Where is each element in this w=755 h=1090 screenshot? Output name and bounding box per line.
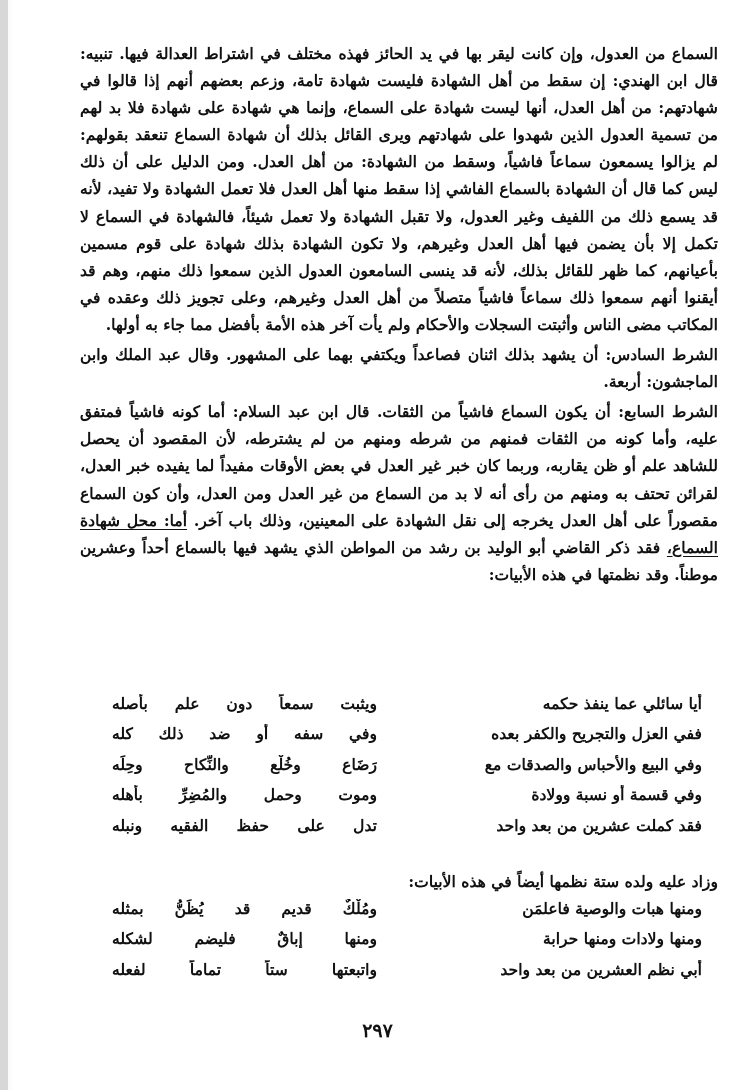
poem-2 <box>112 893 702 985</box>
poem-1 <box>112 688 702 841</box>
verse-first-half: وفي البيع والأحباس والصدقات مع <box>484 754 702 774</box>
verse-first-half: ومنها ولادات ومنها حرابة <box>543 929 702 949</box>
paragraph-2: الشرط السادس: أن يشهد بذلك اثنان فصاعداً ويكتفي بهما على المشهور. وقال عبد الملك وابن الماجشون: أربعة. <box>80 345 718 392</box>
poem-verse <box>112 810 702 841</box>
verse-second-half: وفي سفه أو ضد ذلك كله <box>112 724 377 744</box>
main-text <box>80 40 718 588</box>
poem-verse <box>112 893 702 924</box>
verse-first-half: ففي العزل والتجريح والكفر بعده <box>491 724 702 744</box>
poem-verse <box>112 924 702 955</box>
paragraph-3 <box>80 398 718 588</box>
verse-second-half: ومُلْكٌ قديم قد يُظَنُّ بمثله <box>112 898 377 918</box>
verse-second-half: تدل على حفظ الفقيه ونبله <box>112 815 377 835</box>
paragraph-3-continuation: فقد ذكر القاضي أبو الوليد بن رشد من المواطن الذي يشهد فيها بالسماع أحداً وعشرين موطناً. وقد نظمتها في هذه الأبيات: <box>80 537 718 584</box>
poem-verse <box>112 749 702 780</box>
verse-first-half: فقد كملت عشرين من بعد واحد <box>496 815 702 835</box>
verse-second-half: ومنها إباقٌ فليضم لشكله <box>112 929 377 949</box>
paragraph-1: السماع من العدول، وإن كانت ليقر بها في يد الحائز فهذه مختلف في اشتراط العدالة فيها. تنبيه: قال ابن الهندي: إن سقط من أهل الشهادة فليست شهادة تامة، وزعم بعضهم أنهم إذا قالوا في شهادتهم: من أهل العدل، أنها ليست شهادة على السماع، وإنما هي شهادة على شهادة فلا بد لهم من تسمية العدول الذين شهدوا على شهادتهم ويرى القائل بذلك أن شهادة السماع تنعقد بقولهم: لم يزالوا يسمعون سماعاً فاشياً، وسقط من الشهادة: من أهل العدل. ومن الدليل على أن ذلك ليس كما قال أن الشهادة بالسماع الفاشي إذا سقط منها أهل العدل فلا تعمل الشهادة ولا تفيد، لأنه قد يسمع ذلك من اللفيف وغير العدول، ولا تقبل الشهادة ولا تعمل شيئاً، فالشهادة في السماع لا تكمل إلا بأن يضمن فيها أهل العدل وغيرهم، ولا تكون الشهادة بذلك شهادة على قوم مسمين بأعيانهم، كما ظهر للقائل بذلك، لأنه قد ينسى السامعون العدول الذين سمعوا ذلك منهم، وهم قد أيقنوا أنهم سمعوا ذلك سماعاً فاشياً متصلاً من أهل العدل وغيرهم، وعلى تجويز ذلك وعقده في المكاتب مضى الناس وأثبتت السجلات والأحكام ولم يأت آخر هذه الأمة بأفضل مما جاء به أولها. <box>80 44 718 334</box>
verse-first-half: أيا سائلي عما ينفذ حكمه <box>542 693 702 713</box>
underlined-phrase: أما: محل شهادة السماع، <box>80 510 719 557</box>
poem-verse <box>112 719 702 750</box>
verse-first-half: ومنها هبات والوصية فاعلمَن <box>522 898 702 918</box>
verse-first-half: أبي نظم العشرين من بعد واحد <box>500 959 702 979</box>
verse-second-half: رَضَاع وخُلْع والنِّكاح وحِلِّه <box>112 754 377 774</box>
paragraph-3-text: الشرط السابع: أن يكون السماع فاشياً من الثقات. قال ابن عبد السلام: أما كونه فاشياً فمتفق عليه، وأما كونه من الثقات فمنهم من شرطه ومنهم من لم يشترطه، لأن المقصود أن يحصل للشاهد علم أو ظن يقاربه، وربما كان خبر غير العدل في بعض الأوقات مفيداً لما يفيده خبر العدل، لقرائن تحتف به ومنهم من رأى أنه لا بد من السماع من غير العدل ومن العدل، وأن كون السماع مقصوراً على أهل العدل يخرجه إلى نقل الشهادة على المعينين، وذلك باب آخر. <box>80 402 718 530</box>
verse-second-half: ويثبت سمعاً دون علم بأصله <box>112 693 377 713</box>
poem-verse <box>112 688 702 719</box>
verse-second-half: وموت وحمل والمُضِرِّ بأهله <box>112 785 377 805</box>
poem-verse <box>112 954 702 985</box>
verse-first-half: وفي قسمة أو نسبة وولادة <box>531 785 702 805</box>
page-edge-shadow <box>0 0 8 1090</box>
poem-verse <box>112 780 702 811</box>
poem-2-intro: وزاد عليه ولده ستة نظمها أيضاً في هذه الأبيات: <box>408 872 718 891</box>
verse-second-half: واتبعتها ستاً تماماً لفعله <box>112 959 377 979</box>
page-number: ٢٩٧ <box>362 1020 393 1042</box>
